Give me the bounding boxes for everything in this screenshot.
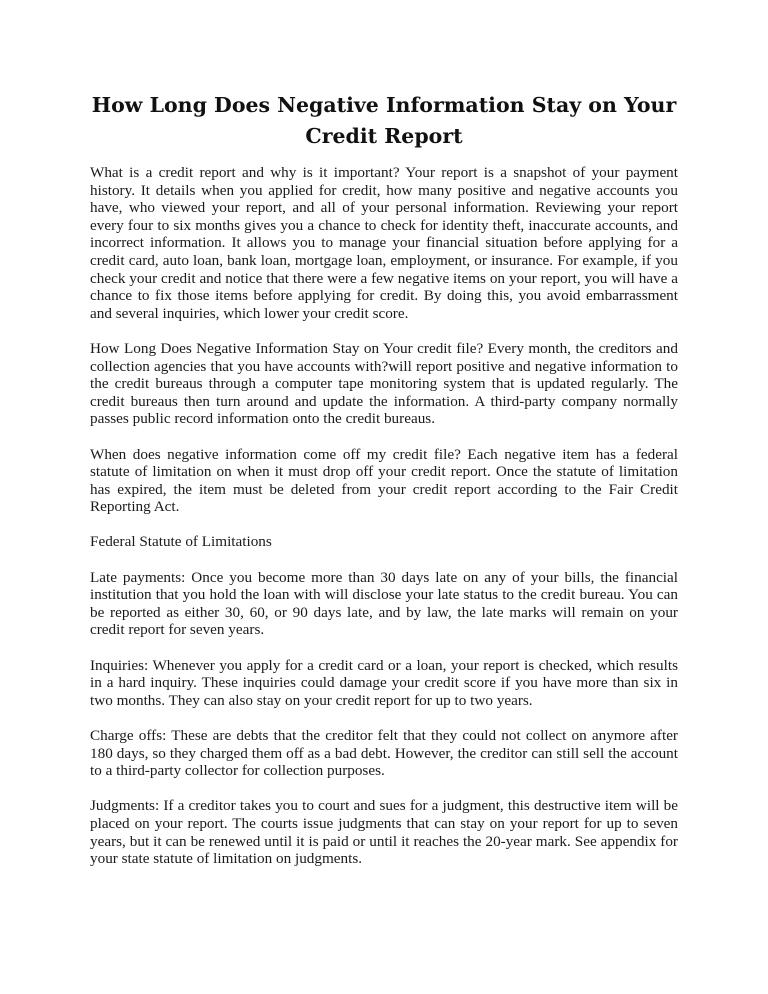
- paragraph-judgments: Judgments: If a creditor takes you to court and sues for a judgment, this destructive item will be placed on your report. The courts issue judgments that can stay on your report for up to seven years, but it can be renewed until it is paid or until it reaches the 20-year mark. See appendix for your state statute of limitation on judgments.: [90, 797, 678, 868]
- paragraph-when-removed: When does negative information come off my credit file? Each negative item has a federal statute of limitation on when it must drop off your credit report. Once the statute of limitation has expired, the item must be deleted from your credit report according to the Fair Credit Reporting Act.: [90, 445, 678, 516]
- document-page: [90, 90, 678, 885]
- paragraph-late-payments: Late payments: Once you become more than 30 days late on any of your bills, the financial institution that you hold the loan with will disclose your late status to the credit bureau. You can be reported as either 30, 60, or 90 days late, and by law, the late marks will remain on your credit report for seven years.: [90, 568, 678, 639]
- section-heading: Federal Statute of Limitations: [90, 533, 272, 551]
- paragraph-charge-offs: Charge offs: These are debts that the creditor felt that they could not collect on anymore after 180 days, so they charged them off as a bad debt. However, the creditor can still sell the account to a third-party collector for collection purposes.: [90, 727, 678, 780]
- paragraph-how-long: How Long Does Negative Information Stay on Your credit file? Every month, the creditors and collection agencies that you have accounts with?will report positive and negative information to the credit bureaus through a computer tape monitoring system that is updated regularly. The credit bureaus then turn around and update the information. A third-party company normally passes public record information onto the credit bureaus.: [90, 339, 678, 428]
- paragraph-inquiries: Inquiries: Whenever you apply for a credit card or a loan, your report is checked, which results in a hard inquiry. These inquiries could damage your credit score if you have more than six in two months. They can also stay on your credit report for up to two years.: [90, 656, 678, 709]
- title-line-2: Credit Report: [305, 124, 463, 148]
- document-title: [90, 90, 678, 152]
- paragraph-intro: What is a credit report and why is it important? Your report is a snapshot of your payment history. It details when you applied for credit, how many positive and negative accounts you have, who viewed your report, and all of your personal information. Reviewing your report every four to six months gives you a chance to check for identity theft, inaccurate accounts, and incorrect information. It allows you to manage your financial situation before applying for a credit card, auto loan, bank loan, mortgage loan, employment, or insurance. For example, if you check your credit and notice that there were a few negative items on your report, you will have a chance to fix those items before applying for credit. By doing this, you avoid embarrassment and several inquiries, which lower your credit score.: [90, 164, 678, 322]
- title-line-1: How Long Does Negative Information Stay on Your: [91, 93, 677, 117]
